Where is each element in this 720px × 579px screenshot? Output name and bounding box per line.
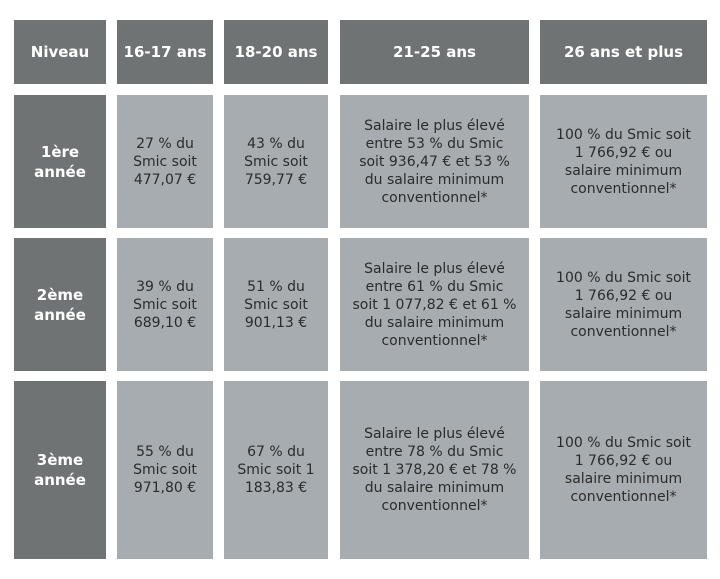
table-cell: 39 % du Smic soit 689,10 € [117, 238, 213, 371]
header-niveau: Niveau [14, 20, 106, 84]
header-26-plus: 26 ans et plus [540, 20, 707, 84]
table-cell: Salaire le plus élevé entre 61 % du Smic soit 1 077,82 € et 61 % du salaire minimum conventionnel* [340, 238, 529, 371]
table-cell: 67 % du Smic soit 1 183,83 € [224, 381, 328, 559]
table-cell: 100 % du Smic soit 1 766,92 € ou salaire minimum conventionnel* [540, 238, 707, 371]
table-cell: 27 % du Smic soit 477,07 € [117, 95, 213, 228]
header-21-25: 21-25 ans [340, 20, 529, 84]
level-cell-1: 1ère année [14, 95, 106, 228]
table-cell: 100 % du Smic soit 1 766,92 € ou salaire minimum conventionnel* [540, 381, 707, 559]
level-cell-2: 2ème année [14, 238, 106, 371]
table-cell: 51 % du Smic soit 901,13 € [224, 238, 328, 371]
table-cell: 55 % du Smic soit 971,80 € [117, 381, 213, 559]
header-16-17: 16-17 ans [117, 20, 213, 84]
header-18-20: 18-20 ans [224, 20, 328, 84]
table-cell: Salaire le plus élevé entre 78 % du Smic soit 1 378,20 € et 78 % du salaire minimum conventionnel* [340, 381, 529, 559]
table-cell: 43 % du Smic soit 759,77 € [224, 95, 328, 228]
table-cell: 100 % du Smic soit 1 766,92 € ou salaire minimum conventionnel* [540, 95, 707, 228]
level-cell-3: 3ème année [14, 381, 106, 559]
table-cell: Salaire le plus élevé entre 53 % du Smic soit 936,47 € et 53 % du salaire minimum conventionnel* [340, 95, 529, 228]
